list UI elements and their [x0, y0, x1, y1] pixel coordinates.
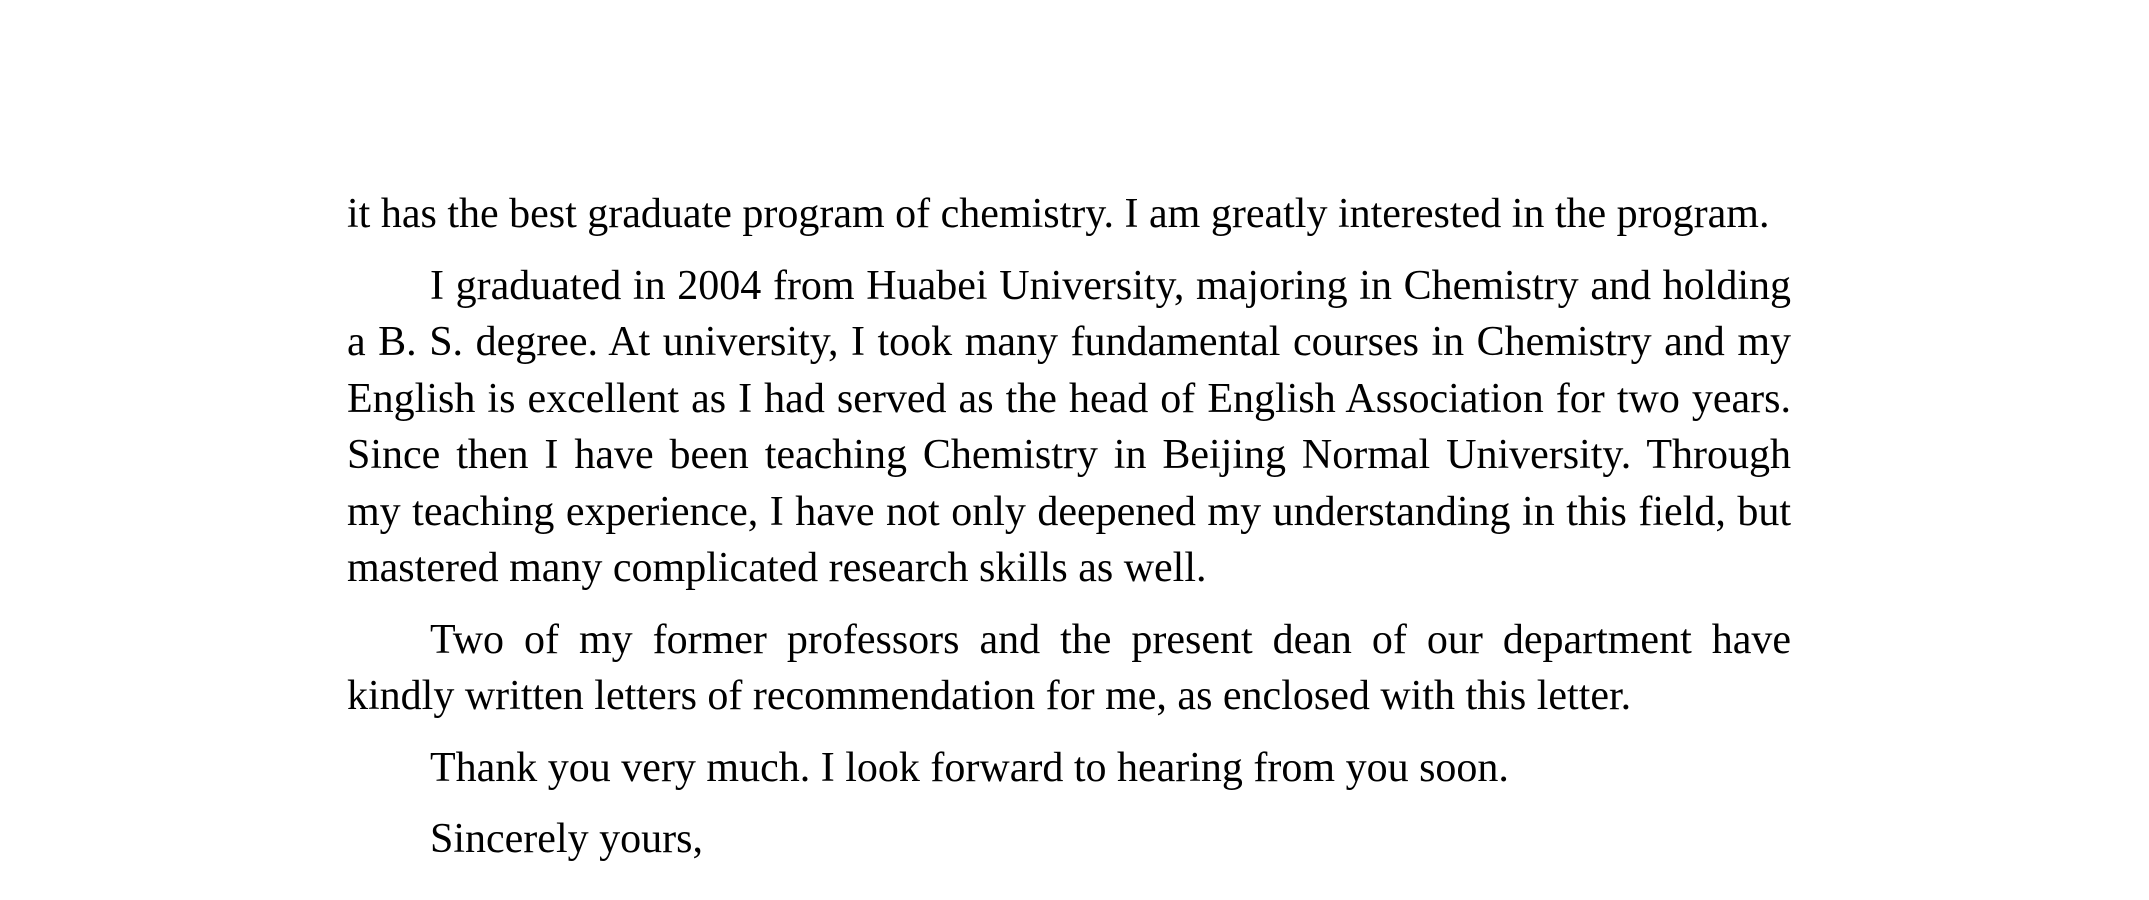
letter-body — [347, 186, 1791, 883]
paragraph-thanks: Thank you very much. I look forward to hearing from you soon. — [430, 744, 1509, 791]
paragraph-education: I graduated in 2004 from Huabei University, majoring in Chemistry and holding a B. S. degree. At university, I took many fundamental courses in Chemistry and my English is excellent as I had served as the head of English Association for two years. Since then I have been teaching Chemistry in Beijing Normal University. Through my teaching experience, I have not only deepened my understanding in this field, but mastered many complicated research skills as well. — [347, 262, 1791, 591]
paragraph-recommendation: Two of my former professors and the present dean of our department have kindly written letters of recommendation for me, as enclosed with this letter. — [347, 616, 1791, 719]
closing-salutation: Sincerely yours, — [430, 816, 703, 862]
paragraph-continued: it has the best graduate program of chemistry. I am greatly interested in the program. — [347, 191, 1770, 237]
